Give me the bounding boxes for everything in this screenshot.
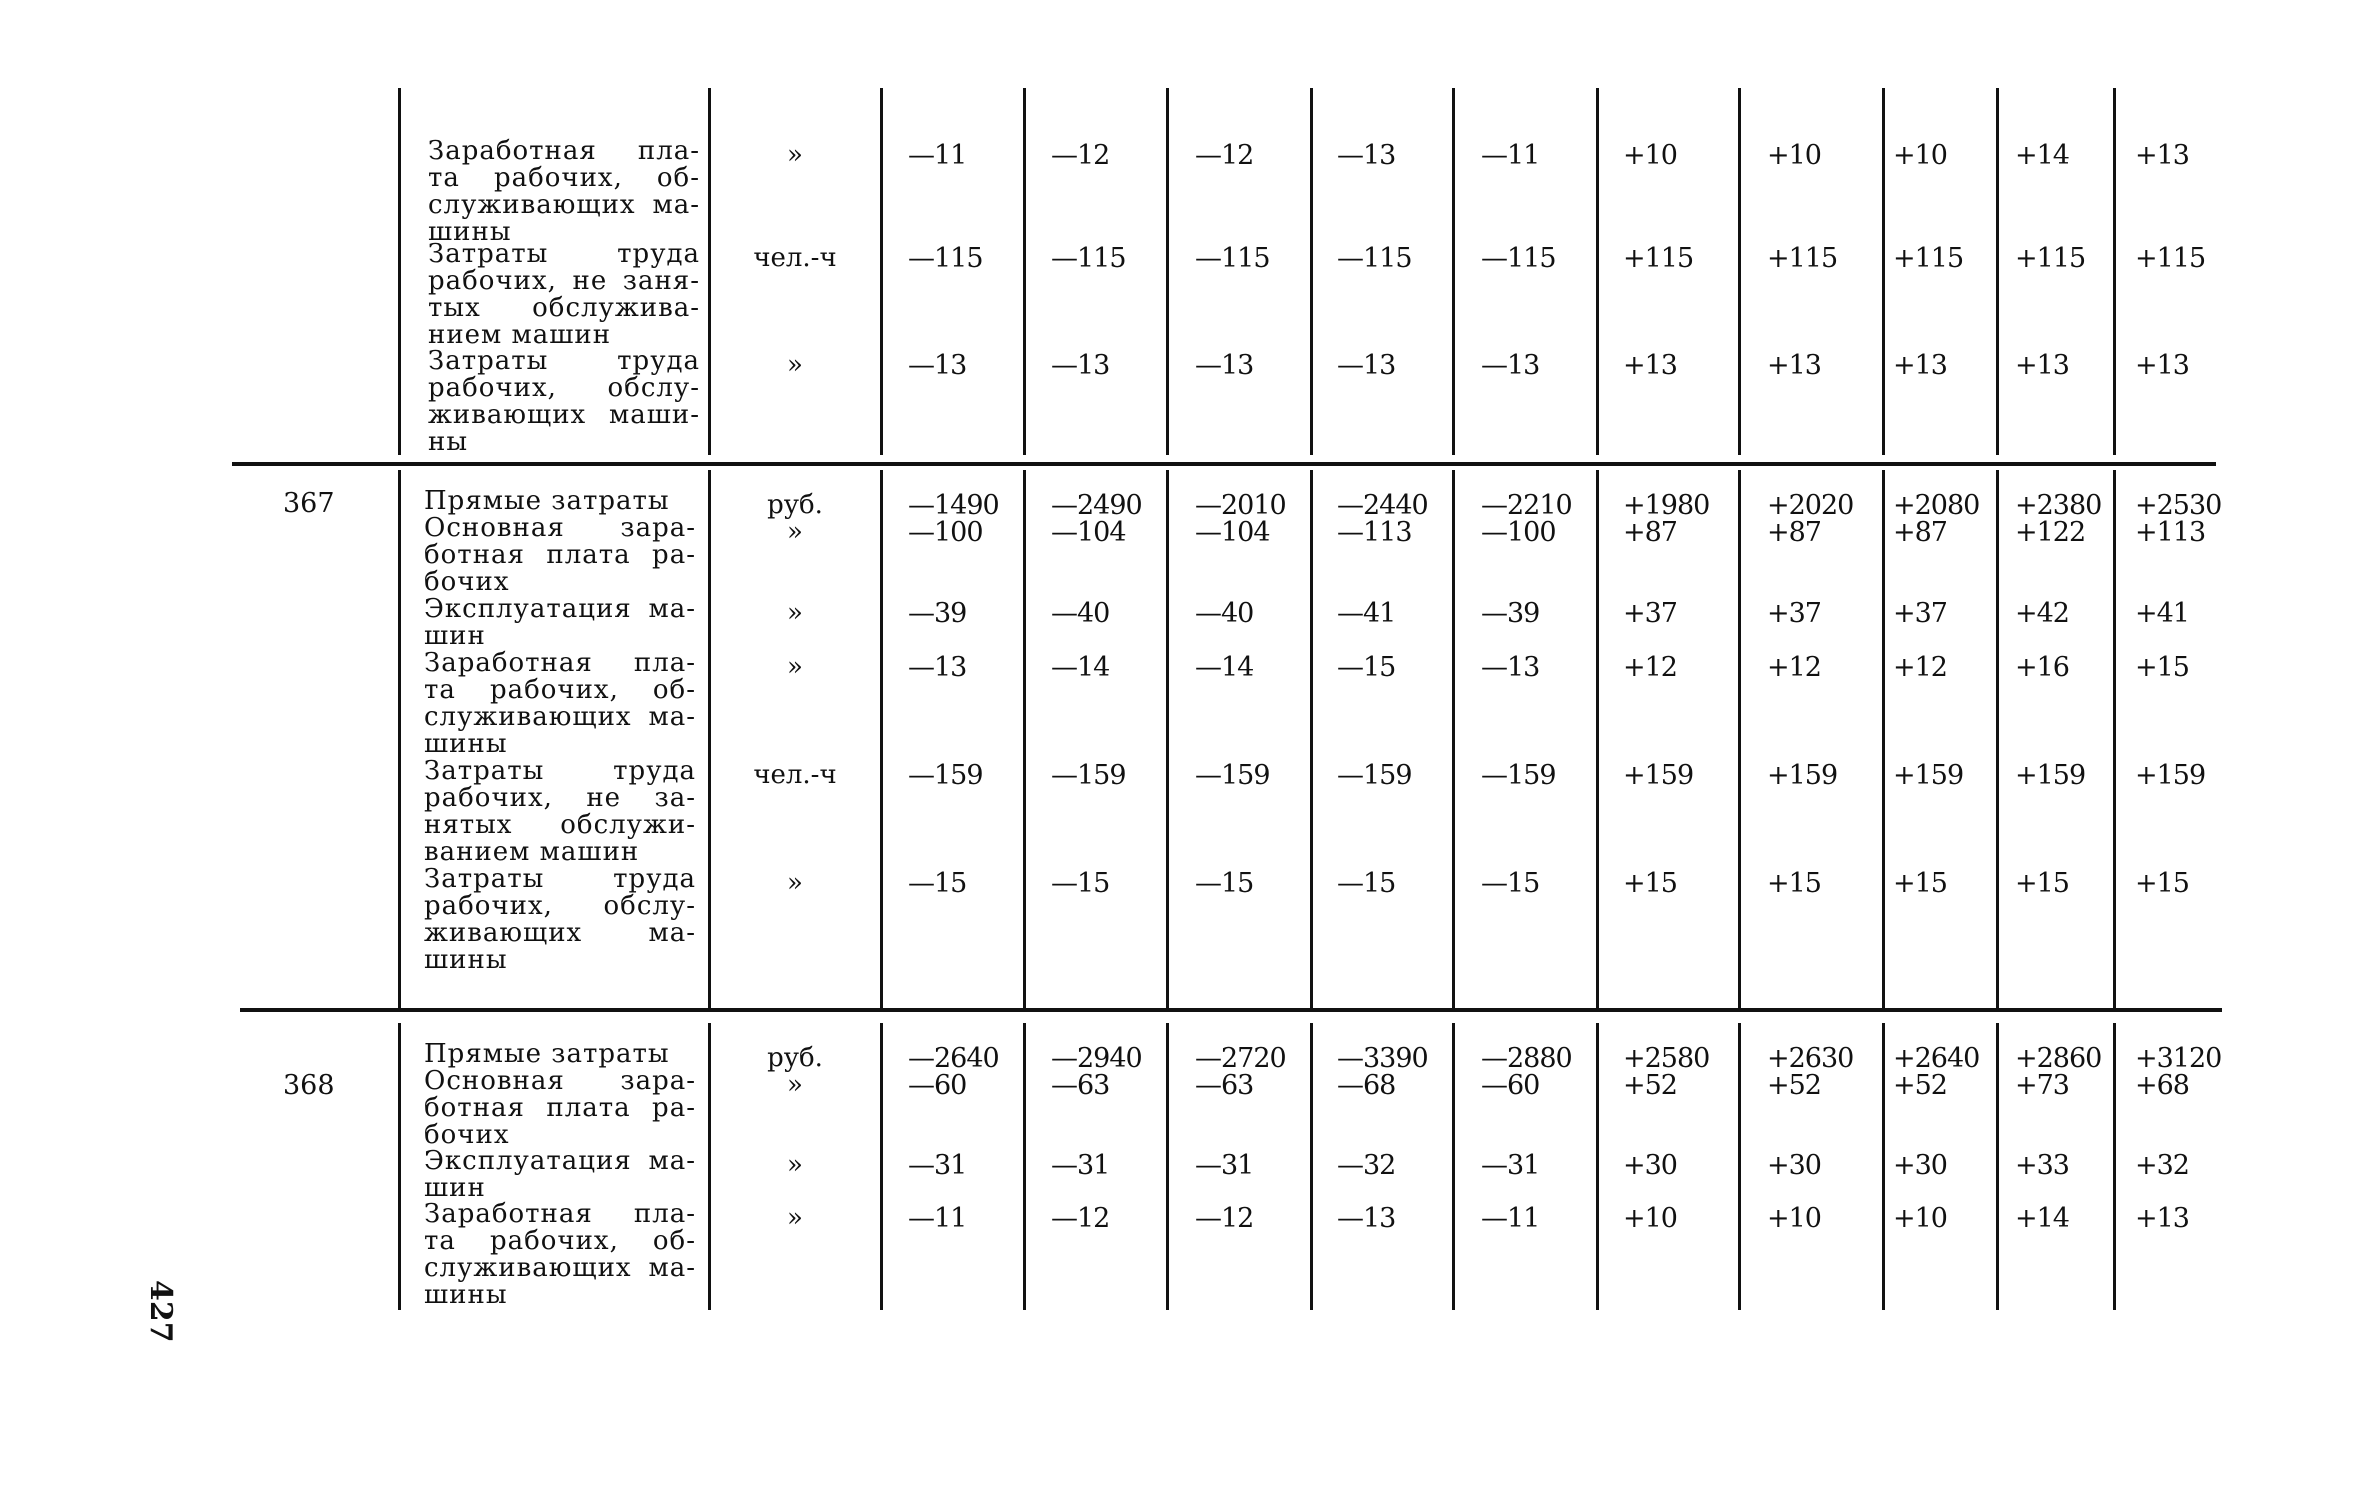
description-line: ботная плата ра- bbox=[424, 540, 696, 570]
value-cell: —63 bbox=[1195, 1070, 1254, 1101]
value-cell: +41 bbox=[2135, 598, 2189, 629]
value-cell: +159 bbox=[2135, 760, 2206, 791]
column-rule bbox=[1452, 1023, 1455, 1310]
value-cell: +12 bbox=[1893, 652, 1947, 683]
value-cell: —39 bbox=[908, 598, 967, 629]
value-cell: —11 bbox=[908, 1203, 967, 1234]
value-cell: +87 bbox=[1893, 517, 1947, 548]
value-cell: +12 bbox=[1767, 652, 1821, 683]
value-cell: —13 bbox=[1337, 1203, 1396, 1234]
value-cell: +10 bbox=[1767, 1203, 1821, 1234]
description-line: Основная зара- bbox=[424, 513, 696, 543]
column-rule bbox=[708, 1023, 711, 1310]
row-description bbox=[424, 1041, 696, 1068]
row-unit: » bbox=[787, 1070, 803, 1100]
value-cell: —15 bbox=[1337, 652, 1396, 683]
value-cell: —2210 bbox=[1481, 490, 1572, 521]
description-line: Эксплуатация ма- bbox=[424, 1146, 696, 1176]
block-divider bbox=[232, 462, 2216, 466]
value-cell: —12 bbox=[1051, 140, 1110, 171]
value-cell: —60 bbox=[908, 1070, 967, 1101]
value-cell: +2630 bbox=[1767, 1043, 1854, 1074]
value-cell: +10 bbox=[1893, 1203, 1947, 1234]
value-cell: +52 bbox=[1767, 1070, 1821, 1101]
value-cell: +32 bbox=[2135, 1150, 2189, 1181]
row-description bbox=[424, 866, 696, 974]
description-line: ванием машин bbox=[424, 837, 640, 867]
value-cell: +10 bbox=[1623, 1203, 1677, 1234]
column-rule bbox=[2113, 470, 2116, 1010]
value-cell: —12 bbox=[1195, 1203, 1254, 1234]
column-rule bbox=[708, 470, 711, 1010]
position-number: 368 bbox=[283, 1070, 335, 1101]
description-line: та рабочих, об- bbox=[424, 675, 696, 705]
value-cell: —12 bbox=[1051, 1203, 1110, 1234]
value-cell: +52 bbox=[1623, 1070, 1677, 1101]
column-rule bbox=[1596, 1023, 1599, 1310]
value-cell: +115 bbox=[1893, 243, 1964, 274]
column-rule bbox=[1310, 88, 1313, 455]
description-line: Затраты труда bbox=[424, 756, 696, 786]
row-unit: » bbox=[787, 1203, 803, 1233]
column-rule bbox=[1738, 1023, 1741, 1310]
value-cell: —32 bbox=[1337, 1150, 1396, 1181]
value-cell: +10 bbox=[1623, 140, 1677, 171]
description-line: рабочих, не заня- bbox=[428, 266, 700, 296]
value-cell: +73 bbox=[2015, 1070, 2069, 1101]
value-cell: +15 bbox=[2135, 868, 2189, 899]
description-line: Заработная пла- bbox=[428, 136, 700, 166]
value-cell: +159 bbox=[1767, 760, 1838, 791]
value-cell: +159 bbox=[1623, 760, 1694, 791]
description-line: ботная плата ра- bbox=[424, 1093, 696, 1123]
row-unit: » bbox=[787, 517, 803, 547]
row-description bbox=[424, 758, 696, 866]
column-rule bbox=[398, 88, 401, 455]
row-unit: » bbox=[787, 652, 803, 682]
description-line: шины bbox=[424, 1280, 508, 1310]
description-line: рабочих, обслу- bbox=[424, 891, 696, 921]
value-cell: —31 bbox=[908, 1150, 967, 1181]
column-rule bbox=[1738, 470, 1741, 1010]
description-line: служивающих ма- bbox=[428, 190, 700, 220]
column-rule bbox=[1882, 88, 1885, 455]
row-description bbox=[424, 515, 696, 596]
column-rule bbox=[1166, 88, 1169, 455]
column-rule bbox=[1023, 1023, 1026, 1310]
row-description bbox=[428, 138, 700, 246]
value-cell: +2860 bbox=[2015, 1043, 2102, 1074]
row-description bbox=[428, 241, 700, 349]
value-cell: —12 bbox=[1195, 140, 1254, 171]
value-cell: +37 bbox=[1893, 598, 1947, 629]
value-cell: —13 bbox=[1337, 140, 1396, 171]
position-number: 367 bbox=[283, 488, 335, 519]
row-unit: руб. bbox=[767, 1043, 823, 1073]
value-cell: —159 bbox=[1337, 760, 1412, 791]
block-divider bbox=[240, 1008, 2222, 1012]
value-cell: —1490 bbox=[908, 490, 999, 521]
row-description bbox=[424, 1148, 696, 1202]
description-line: рабочих, обслу- bbox=[428, 373, 700, 403]
value-cell: +2580 bbox=[1623, 1043, 1710, 1074]
value-cell: +30 bbox=[1893, 1150, 1947, 1181]
value-cell: —68 bbox=[1337, 1070, 1396, 1101]
value-cell: +2020 bbox=[1767, 490, 1854, 521]
value-cell: +12 bbox=[1623, 652, 1677, 683]
column-rule bbox=[1738, 88, 1741, 455]
row-unit: » bbox=[787, 350, 803, 380]
description-line: Основная зара- bbox=[424, 1066, 696, 1096]
description-line: та рабочих, об- bbox=[428, 163, 700, 193]
column-rule bbox=[1452, 470, 1455, 1010]
row-description bbox=[424, 488, 696, 515]
value-cell: +30 bbox=[1623, 1150, 1677, 1181]
value-cell: +115 bbox=[1767, 243, 1838, 274]
row-description bbox=[424, 596, 696, 650]
value-cell: —31 bbox=[1481, 1150, 1540, 1181]
description-line: Затраты труда bbox=[428, 346, 700, 376]
value-cell: —159 bbox=[908, 760, 983, 791]
value-cell: +15 bbox=[1623, 868, 1677, 899]
value-cell: —41 bbox=[1337, 598, 1396, 629]
value-cell: —2640 bbox=[908, 1043, 999, 1074]
value-cell: —39 bbox=[1481, 598, 1540, 629]
column-rule bbox=[1166, 1023, 1169, 1310]
value-cell: —115 bbox=[1051, 243, 1126, 274]
value-cell: +30 bbox=[1767, 1150, 1821, 1181]
column-rule bbox=[1996, 88, 1999, 455]
value-cell: +37 bbox=[1623, 598, 1677, 629]
value-cell: +122 bbox=[2015, 517, 2086, 548]
value-cell: +37 bbox=[1767, 598, 1821, 629]
column-rule bbox=[398, 470, 401, 1010]
value-cell: +115 bbox=[1623, 243, 1694, 274]
value-cell: +13 bbox=[2015, 350, 2069, 381]
row-unit: чел.-ч bbox=[753, 760, 837, 790]
value-cell: —115 bbox=[1337, 243, 1412, 274]
value-cell: +13 bbox=[2135, 1203, 2189, 1234]
description-line: Эксплуатация ма- bbox=[424, 594, 696, 624]
value-cell: —15 bbox=[1195, 868, 1254, 899]
description-line: рабочих, не за- bbox=[424, 783, 696, 813]
value-cell: +15 bbox=[1893, 868, 1947, 899]
description-line: та рабочих, об- bbox=[424, 1226, 696, 1256]
value-cell: —115 bbox=[1481, 243, 1556, 274]
column-rule bbox=[1166, 470, 1169, 1010]
value-cell: —15 bbox=[1481, 868, 1540, 899]
row-description bbox=[424, 1201, 696, 1309]
value-cell: +13 bbox=[2135, 350, 2189, 381]
value-cell: +87 bbox=[1767, 517, 1821, 548]
description-line: бочих bbox=[424, 1120, 510, 1150]
description-line: Затраты труда bbox=[424, 864, 696, 894]
column-rule bbox=[1452, 88, 1455, 455]
value-cell: —3390 bbox=[1337, 1043, 1428, 1074]
value-cell: +115 bbox=[2015, 243, 2086, 274]
description-line: Прямые затраты bbox=[424, 486, 670, 516]
value-cell: —15 bbox=[1051, 868, 1110, 899]
description-line: живающих маши- bbox=[428, 400, 700, 430]
value-cell: —13 bbox=[908, 652, 967, 683]
row-description bbox=[428, 348, 700, 456]
row-unit: » bbox=[787, 1150, 803, 1180]
value-cell: —14 bbox=[1051, 652, 1110, 683]
value-cell: —159 bbox=[1481, 760, 1556, 791]
row-unit: » bbox=[787, 140, 803, 170]
value-cell: —15 bbox=[908, 868, 967, 899]
row-unit: » bbox=[787, 868, 803, 898]
column-rule bbox=[1023, 88, 1026, 455]
value-cell: —40 bbox=[1051, 598, 1110, 629]
row-unit: руб. bbox=[767, 490, 823, 520]
row-unit: » bbox=[787, 598, 803, 628]
value-cell: +2380 bbox=[2015, 490, 2102, 521]
value-cell: +14 bbox=[2015, 1203, 2069, 1234]
description-line: служивающих ма- bbox=[424, 1253, 696, 1283]
value-cell: —2010 bbox=[1195, 490, 1286, 521]
value-cell: +15 bbox=[1767, 868, 1821, 899]
value-cell: —2440 bbox=[1337, 490, 1428, 521]
column-rule bbox=[880, 1023, 883, 1310]
description-line: шин bbox=[424, 1173, 486, 1203]
page-number: 427 bbox=[143, 1280, 178, 1343]
value-cell: +52 bbox=[1893, 1070, 1947, 1101]
value-cell: —100 bbox=[1481, 517, 1556, 548]
value-cell: —31 bbox=[1051, 1150, 1110, 1181]
value-cell: +2640 bbox=[1893, 1043, 1980, 1074]
description-line: нятых обслужи- bbox=[424, 810, 696, 840]
value-cell: +13 bbox=[1893, 350, 1947, 381]
value-cell: —40 bbox=[1195, 598, 1254, 629]
value-cell: +16 bbox=[2015, 652, 2069, 683]
description-line: бочих bbox=[424, 567, 510, 597]
value-cell: +13 bbox=[1767, 350, 1821, 381]
value-cell: —63 bbox=[1051, 1070, 1110, 1101]
column-rule bbox=[1882, 470, 1885, 1010]
value-cell: —11 bbox=[1481, 140, 1540, 171]
value-cell: —2490 bbox=[1051, 490, 1142, 521]
column-rule bbox=[1023, 470, 1026, 1010]
value-cell: —2940 bbox=[1051, 1043, 1142, 1074]
value-cell: —11 bbox=[1481, 1203, 1540, 1234]
value-cell: —13 bbox=[1195, 350, 1254, 381]
description-line: Затраты труда bbox=[428, 239, 700, 269]
value-cell: —2720 bbox=[1195, 1043, 1286, 1074]
value-cell: —13 bbox=[1337, 350, 1396, 381]
description-line: нием машин bbox=[428, 320, 612, 350]
value-cell: —2880 bbox=[1481, 1043, 1572, 1074]
column-rule bbox=[1310, 470, 1313, 1010]
column-rule bbox=[880, 470, 883, 1010]
value-cell: +13 bbox=[1623, 350, 1677, 381]
value-cell: +15 bbox=[2015, 868, 2069, 899]
value-cell: +3120 bbox=[2135, 1043, 2222, 1074]
value-cell: +115 bbox=[2135, 243, 2206, 274]
row-unit: чел.-ч bbox=[753, 243, 837, 273]
value-cell: —31 bbox=[1195, 1150, 1254, 1181]
value-cell: —11 bbox=[908, 140, 967, 171]
description-line: Заработная пла- bbox=[424, 1199, 696, 1229]
column-rule bbox=[708, 88, 711, 455]
column-rule bbox=[1596, 88, 1599, 455]
description-line: шины bbox=[428, 217, 512, 247]
value-cell: —13 bbox=[1051, 350, 1110, 381]
description-line: служивающих ма- bbox=[424, 702, 696, 732]
column-rule bbox=[1996, 470, 1999, 1010]
column-rule bbox=[2113, 1023, 2116, 1310]
value-cell: —104 bbox=[1051, 517, 1126, 548]
value-cell: +42 bbox=[2015, 598, 2069, 629]
value-cell: +159 bbox=[1893, 760, 1964, 791]
description-line: ны bbox=[428, 427, 469, 457]
description-line: живающих ма- bbox=[424, 918, 696, 948]
value-cell: —115 bbox=[908, 243, 983, 274]
description-line: Заработная пла- bbox=[424, 648, 696, 678]
value-cell: —13 bbox=[908, 350, 967, 381]
value-cell: +10 bbox=[1893, 140, 1947, 171]
value-cell: +15 bbox=[2135, 652, 2189, 683]
description-line: Прямые затраты bbox=[424, 1039, 670, 1069]
value-cell: +13 bbox=[2135, 140, 2189, 171]
value-cell: +2530 bbox=[2135, 490, 2222, 521]
value-cell: —14 bbox=[1195, 652, 1254, 683]
description-line: шин bbox=[424, 621, 486, 651]
value-cell: —113 bbox=[1337, 517, 1412, 548]
value-cell: —100 bbox=[908, 517, 983, 548]
value-cell: —115 bbox=[1195, 243, 1270, 274]
description-line: шины bbox=[424, 945, 508, 975]
value-cell: —15 bbox=[1337, 868, 1396, 899]
description-line: шины bbox=[424, 729, 508, 759]
column-rule bbox=[1882, 1023, 1885, 1310]
value-cell: +87 bbox=[1623, 517, 1677, 548]
value-cell: +10 bbox=[1767, 140, 1821, 171]
value-cell: +33 bbox=[2015, 1150, 2069, 1181]
column-rule bbox=[1310, 1023, 1313, 1310]
column-rule bbox=[2113, 88, 2116, 455]
row-description bbox=[424, 1068, 696, 1149]
value-cell: —104 bbox=[1195, 517, 1270, 548]
value-cell: +159 bbox=[2015, 760, 2086, 791]
value-cell: +113 bbox=[2135, 517, 2206, 548]
column-rule bbox=[1996, 1023, 1999, 1310]
value-cell: +2080 bbox=[1893, 490, 1980, 521]
row-description bbox=[424, 650, 696, 758]
description-line: тых обслужива- bbox=[428, 293, 700, 323]
column-rule bbox=[398, 1023, 401, 1310]
column-rule bbox=[880, 88, 883, 455]
value-cell: —159 bbox=[1051, 760, 1126, 791]
value-cell: —159 bbox=[1195, 760, 1270, 791]
value-cell: —13 bbox=[1481, 350, 1540, 381]
value-cell: +1980 bbox=[1623, 490, 1710, 521]
value-cell: —60 bbox=[1481, 1070, 1540, 1101]
value-cell: —13 bbox=[1481, 652, 1540, 683]
column-rule bbox=[1596, 470, 1599, 1010]
value-cell: +68 bbox=[2135, 1070, 2189, 1101]
value-cell: +14 bbox=[2015, 140, 2069, 171]
